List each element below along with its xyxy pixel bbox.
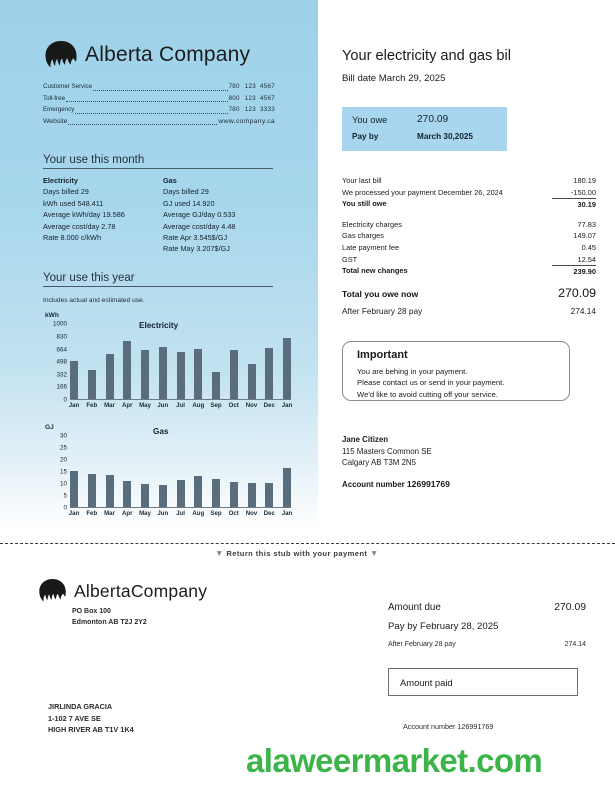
account-number-label: Account number xyxy=(342,480,405,490)
x-axis-tick: Jun xyxy=(157,510,169,517)
x-axis-tick: Nov xyxy=(245,402,258,409)
x-axis-tick: May xyxy=(139,510,151,517)
leader-dots xyxy=(75,113,227,114)
stub-company-address-line: PO Box 100 xyxy=(72,608,111,615)
website-value: www.company.ca xyxy=(218,117,275,125)
row-value: 239.90 xyxy=(552,265,596,277)
account-number-block xyxy=(342,479,450,491)
bar-column xyxy=(88,435,96,507)
return-stub-note xyxy=(215,548,379,558)
usage-line: Rate 8.000 c/kWh xyxy=(43,233,101,243)
spacer xyxy=(342,210,596,219)
bar-column xyxy=(70,323,78,399)
bar-column xyxy=(248,323,256,399)
bill-date: Bill date March 29, 2025 xyxy=(342,73,446,84)
electricity-chart-unit: kWh xyxy=(45,312,59,319)
total-owe-now-row xyxy=(342,286,596,300)
row-value: 0.45 xyxy=(581,242,596,252)
bar xyxy=(248,364,256,399)
row-label: Late payment fee xyxy=(342,242,400,252)
x-axis-tick: Apr xyxy=(122,402,133,409)
row-label: Total new changes xyxy=(342,266,408,276)
table-row-total-new xyxy=(342,265,596,277)
logo-svg xyxy=(44,40,78,70)
after-due-date-row xyxy=(342,306,596,316)
stub-company-logo xyxy=(38,578,207,604)
watermark-text: alaweermarket.com xyxy=(246,742,543,779)
electricity-bars xyxy=(70,324,291,400)
row-value: 12.54 xyxy=(577,254,596,264)
company-name: Alberta Company xyxy=(85,43,251,66)
amount-paid-label: Amount paid xyxy=(400,677,453,688)
contact-label: Customer Service xyxy=(43,83,93,90)
bar-column xyxy=(194,323,202,399)
stub-company-address xyxy=(72,606,147,628)
customer-name: Jane Citizen xyxy=(342,435,389,444)
bar xyxy=(283,338,291,399)
bar-column xyxy=(88,323,96,399)
stub-amount-due-row xyxy=(388,602,586,613)
gas-bars xyxy=(70,436,291,508)
bar-column xyxy=(177,435,185,507)
website-row xyxy=(43,116,275,128)
usage-line: kWh used 548.411 xyxy=(43,198,104,208)
bar-column xyxy=(70,435,78,507)
stub-account-label: Account number xyxy=(403,722,456,731)
row-label: Gas charges xyxy=(342,231,384,241)
x-axis-tick: Mar xyxy=(104,510,115,517)
important-notice-box xyxy=(342,341,570,401)
y-axis-tick: 10 xyxy=(59,480,67,488)
bar-column xyxy=(123,435,131,507)
stub-account-value: 126991769 xyxy=(457,722,494,731)
table-row xyxy=(342,219,596,231)
triangle-down-icon: ▼ xyxy=(369,548,379,558)
bar xyxy=(123,481,131,507)
pay-by-label: Pay by xyxy=(352,132,379,141)
bar-column xyxy=(106,323,114,399)
row-value: -150.00 xyxy=(570,187,596,197)
row-label: Your last bill xyxy=(342,176,382,185)
bar xyxy=(106,354,114,399)
bar-column xyxy=(123,323,131,399)
customer-address-line: 115 Masters Common SE xyxy=(342,446,432,456)
use-this-year-note: Includes actual and estimated use. xyxy=(43,297,145,304)
stub-pay-by: Pay by February 28, 2025 xyxy=(388,621,499,632)
leader-dots xyxy=(93,90,227,91)
gas-chart-title: Gas xyxy=(153,427,169,436)
x-axis-tick: Mar xyxy=(104,402,115,409)
row-label: GST xyxy=(342,254,358,264)
use-this-month-details xyxy=(43,175,293,255)
usage-line: Average kWh/day 19.586 xyxy=(43,210,125,220)
y-axis-tick: 830 xyxy=(56,333,67,341)
stub-company-name: AlbertaCompany xyxy=(74,580,208,601)
y-axis-tick: 498 xyxy=(56,358,67,366)
customer-address-line: Calgary AB T3M 2N5 xyxy=(342,458,416,468)
important-heading: Important xyxy=(357,349,408,361)
x-axis-tick: May xyxy=(139,402,151,409)
x-axis-tick: Feb xyxy=(86,402,98,409)
bar xyxy=(88,370,96,399)
usage-line: Rate May 3.207$/GJ xyxy=(163,244,230,254)
x-axis-tick: Apr xyxy=(122,510,133,517)
row-label: We processed your payment December 26, 2024 xyxy=(342,187,503,197)
bar-column xyxy=(265,435,273,507)
bar-column xyxy=(212,435,220,507)
row-value: 77.83 xyxy=(577,219,596,229)
x-axis-tick: Jan xyxy=(68,402,80,409)
row-value: 270.09 xyxy=(558,285,596,300)
stub-amount-due-value: 270.09 xyxy=(554,602,586,613)
you-owe-box xyxy=(342,107,507,151)
use-this-month-heading: Your use this month xyxy=(43,154,273,169)
contact-list xyxy=(43,81,275,127)
y-axis-tick: 25 xyxy=(59,444,67,452)
bar-column xyxy=(283,323,291,399)
bar-column xyxy=(248,435,256,507)
contact-value: 800 123 4567 xyxy=(228,94,275,102)
you-owe-value: 270.09 xyxy=(417,114,449,125)
x-axis-tick: Jan xyxy=(281,402,293,409)
y-axis-tick: 5 xyxy=(63,492,67,500)
y-axis-tick: 0 xyxy=(63,396,67,404)
table-row xyxy=(342,187,596,199)
contact-row xyxy=(43,81,275,93)
contact-row xyxy=(43,93,275,105)
crown-hair-logo-icon xyxy=(44,40,78,70)
crown-hair-logo-icon xyxy=(38,578,67,604)
x-axis-tick: Feb xyxy=(86,510,98,517)
bill-title: Your electricity and gas bil xyxy=(342,48,512,64)
x-axis-tick: Jan xyxy=(281,510,293,517)
usage-line: Average cost/day 4.48 xyxy=(163,221,236,231)
contact-row xyxy=(43,104,275,116)
usage-line: Average cost/day 2.78 xyxy=(43,221,116,231)
x-axis-tick: Jul xyxy=(176,402,185,409)
stub-customer-address xyxy=(48,701,134,736)
electricity-bar-chart xyxy=(43,312,291,412)
bar xyxy=(159,347,167,399)
bar-column xyxy=(141,323,149,399)
leader-dots xyxy=(68,124,217,125)
contact-value: 780 123 3333 xyxy=(228,106,275,113)
bar xyxy=(230,482,238,507)
usage-line: Rate Apr 3.545$/GJ xyxy=(163,233,228,243)
bar xyxy=(141,350,149,399)
usage-line: Days billed 29 xyxy=(163,187,209,197)
important-line: Please contact us or send in your payment. xyxy=(357,378,505,388)
x-axis-tick: Oct xyxy=(228,402,239,409)
row-label: You still owe xyxy=(342,199,387,209)
bar xyxy=(123,341,131,399)
bar-column xyxy=(141,435,149,507)
perforation-divider xyxy=(0,543,615,544)
you-owe-label: You owe xyxy=(352,115,388,125)
x-axis-tick: Oct xyxy=(228,510,239,517)
bar xyxy=(230,350,238,399)
row-value: 180.19 xyxy=(573,176,596,185)
row-label: Electricity charges xyxy=(342,219,402,229)
bar xyxy=(141,484,149,507)
row-label: After February 28 pay xyxy=(342,305,423,316)
row-value: 30.19 xyxy=(552,198,596,210)
electricity-usage-column xyxy=(43,175,163,255)
gas-chart-unit: GJ xyxy=(45,424,54,431)
stub-company-address-line: Edmonton AB T2J 2Y2 xyxy=(72,619,147,626)
gas-x-axis-labels xyxy=(70,509,291,520)
table-row xyxy=(342,230,596,242)
bar xyxy=(88,474,96,507)
important-body xyxy=(357,366,561,400)
gas-label: Gas xyxy=(163,176,177,185)
row-label: Total you owe now xyxy=(342,288,419,299)
bar xyxy=(70,471,78,507)
stub-customer-name: JIRLINDA GRACIA xyxy=(48,702,113,711)
gas-y-axis xyxy=(43,432,69,512)
x-axis-tick: Aug xyxy=(192,402,205,409)
website-label: Website xyxy=(43,117,68,125)
row-value: 274.14 xyxy=(570,305,596,316)
usage-line: GJ used 14.920 xyxy=(163,198,215,208)
bar-column xyxy=(212,323,220,399)
usage-line: Days billed 29 xyxy=(43,187,89,197)
company-logo xyxy=(44,40,250,70)
bar-column xyxy=(159,323,167,399)
y-axis-tick: 30 xyxy=(59,432,67,440)
return-stub-text: Return this stub with your payment xyxy=(226,549,368,558)
x-axis-tick: Dec xyxy=(263,510,275,517)
bar xyxy=(265,483,273,507)
bar-column xyxy=(194,435,202,507)
row-value: 149.07 xyxy=(573,231,596,241)
electricity-plot-area xyxy=(43,320,293,412)
bar-column xyxy=(283,435,291,507)
contact-value: 780 123 4567 xyxy=(228,83,275,90)
amount-paid-input[interactable] xyxy=(388,668,578,696)
account-number-value: 126991769 xyxy=(406,479,450,490)
y-axis-tick: 20 xyxy=(59,456,67,464)
bar xyxy=(70,361,78,399)
x-axis-tick: Jul xyxy=(176,510,185,517)
logo-svg xyxy=(38,578,67,604)
bar xyxy=(194,349,202,399)
stub-after-label: After February 28 pay xyxy=(388,641,456,648)
bar xyxy=(212,479,220,507)
bar xyxy=(283,468,291,507)
stub-customer-address-line: HIGH RIVER AB T1V 1K4 xyxy=(48,725,134,734)
electricity-x-axis-labels xyxy=(70,401,291,412)
x-axis-tick: Sep xyxy=(210,402,222,409)
x-axis-tick: Nov xyxy=(245,510,258,517)
bar xyxy=(248,483,256,507)
bar xyxy=(265,348,273,399)
bar xyxy=(177,352,185,399)
bar xyxy=(194,476,202,507)
electricity-y-axis xyxy=(43,320,69,404)
important-line: You are behing in your payment. xyxy=(357,367,468,376)
stub-amount-due-label: Amount due xyxy=(388,602,441,613)
table-row xyxy=(342,175,596,187)
y-axis-tick: 664 xyxy=(56,346,67,354)
bar-column xyxy=(230,323,238,399)
usage-line: Average GJ/day 0.533 xyxy=(163,210,236,220)
stub-after-due-row xyxy=(388,641,586,648)
bar xyxy=(177,480,185,507)
table-row xyxy=(342,254,596,266)
stub-payment-details xyxy=(388,602,586,648)
pay-by-value: March 30,2025 xyxy=(417,132,473,141)
x-axis-tick: Jan xyxy=(68,510,80,517)
bar xyxy=(159,485,167,507)
stub-customer-address-line: 1-102 7 AVE SE xyxy=(48,713,101,723)
important-line: We'd like to avoid cutting off your service. xyxy=(357,389,498,399)
gas-plot-area xyxy=(43,432,293,520)
electricity-label: Electricity xyxy=(43,176,78,185)
electricity-chart-title: Electricity xyxy=(139,321,179,330)
stub-after-value: 274.14 xyxy=(564,641,586,648)
bar-column xyxy=(265,323,273,399)
bar-column xyxy=(230,435,238,507)
y-axis-tick: 166 xyxy=(56,383,67,391)
customer-address-block xyxy=(342,434,450,491)
use-this-year-heading: Your use this year xyxy=(43,272,273,287)
x-axis-tick: Jun xyxy=(157,402,169,409)
x-axis-tick: Sep xyxy=(210,510,222,517)
gas-bar-chart xyxy=(43,424,291,520)
bar-column xyxy=(106,435,114,507)
y-axis-tick: 1000 xyxy=(52,320,67,328)
table-row-still-owe xyxy=(342,198,596,210)
triangle-down-icon: ▼ xyxy=(215,548,224,558)
gas-usage-column xyxy=(163,175,283,255)
stub-account-number xyxy=(403,722,493,731)
bar xyxy=(212,372,220,399)
x-axis-tick: Aug xyxy=(192,510,205,517)
x-axis-tick: Dec xyxy=(263,402,275,409)
y-axis-tick: 0 xyxy=(63,504,67,512)
bar xyxy=(106,475,114,507)
table-row xyxy=(342,242,596,254)
leader-dots xyxy=(66,101,228,102)
y-axis-tick: 332 xyxy=(56,371,67,379)
contact-label: Emergency xyxy=(43,106,75,113)
y-axis-tick: 15 xyxy=(59,468,67,476)
bar-column xyxy=(159,435,167,507)
bar-column xyxy=(177,323,185,399)
contact-label: Toll-free xyxy=(43,94,66,102)
charges-table xyxy=(342,175,596,316)
